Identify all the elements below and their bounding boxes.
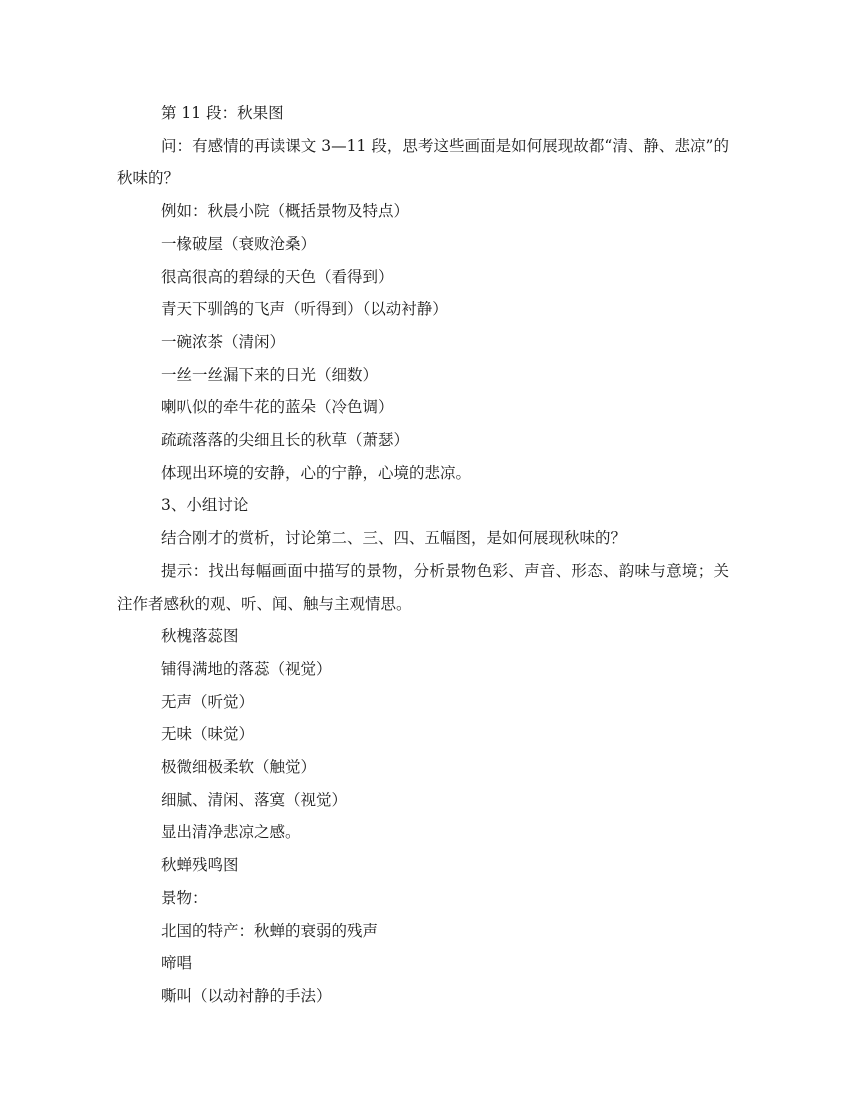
subsection-heading: 秋蝉残鸣图	[161, 856, 239, 875]
list-item: 无味（味觉）	[161, 725, 255, 744]
list-item: 一碗浓茶（清闲）	[161, 332, 286, 351]
list-item: 一椽破屋（衰败沧桑）	[161, 234, 317, 253]
discussion-paragraph: 结合刚才的赏析，讨论第二、三、四、五幅图，是如何展现秋味的？	[161, 529, 627, 548]
section-heading: 3、小组讨论	[161, 496, 249, 515]
summary-paragraph: 显出清净悲凉之感。	[161, 823, 301, 842]
hint-paragraph: 提示：找出每幅画面中描写的景物，分析景物色彩、声音、形态、韵味与意境；关注作者感秋的观、听、闻、触与主观情思。	[117, 561, 729, 613]
question-paragraph: 问：有感情的再读课文 3—11 段，思考这些画面是如何展现故都“清、静、悲凉”的秋味的？	[117, 136, 729, 188]
summary-paragraph: 体现出环境的安静，心的宁静，心境的悲凉。	[161, 463, 472, 482]
list-item: 青天下驯鸽的飞声（听得到）（以动衬静）	[161, 300, 448, 319]
list-item: 嘶叫（以动衬静的手法）	[161, 986, 332, 1005]
paragraph-example: 例如：秋晨小院（概括景物及特点）	[161, 202, 410, 221]
list-item: 很高很高的碧绿的天色（看得到）	[161, 267, 394, 286]
list-item: 无声（听觉）	[161, 692, 255, 711]
list-item: 疏疏落落的尖细且长的秋草（萧瑟）	[161, 431, 410, 450]
label-line: 景物：	[161, 888, 208, 907]
list-item: 喇叭似的牵牛花的蓝朵（冷色调）	[161, 398, 394, 417]
list-item: 一丝一丝漏下来的日光（细数）	[161, 365, 379, 384]
list-item: 细腻、清闲、落寞（视觉）	[161, 790, 348, 809]
list-item: 极微细极柔软（触觉）	[161, 758, 317, 777]
subsection-heading: 秋槐落蕊图	[161, 627, 239, 646]
document-body	[117, 97, 729, 1013]
list-item: 北国的特产：秋蝉的衰弱的残声	[161, 921, 379, 940]
list-item: 啼唱	[161, 954, 193, 973]
paragraph-heading: 第 11 段：秋果图	[161, 104, 284, 122]
list-item: 铺得满地的落蕊（视觉）	[161, 659, 332, 678]
